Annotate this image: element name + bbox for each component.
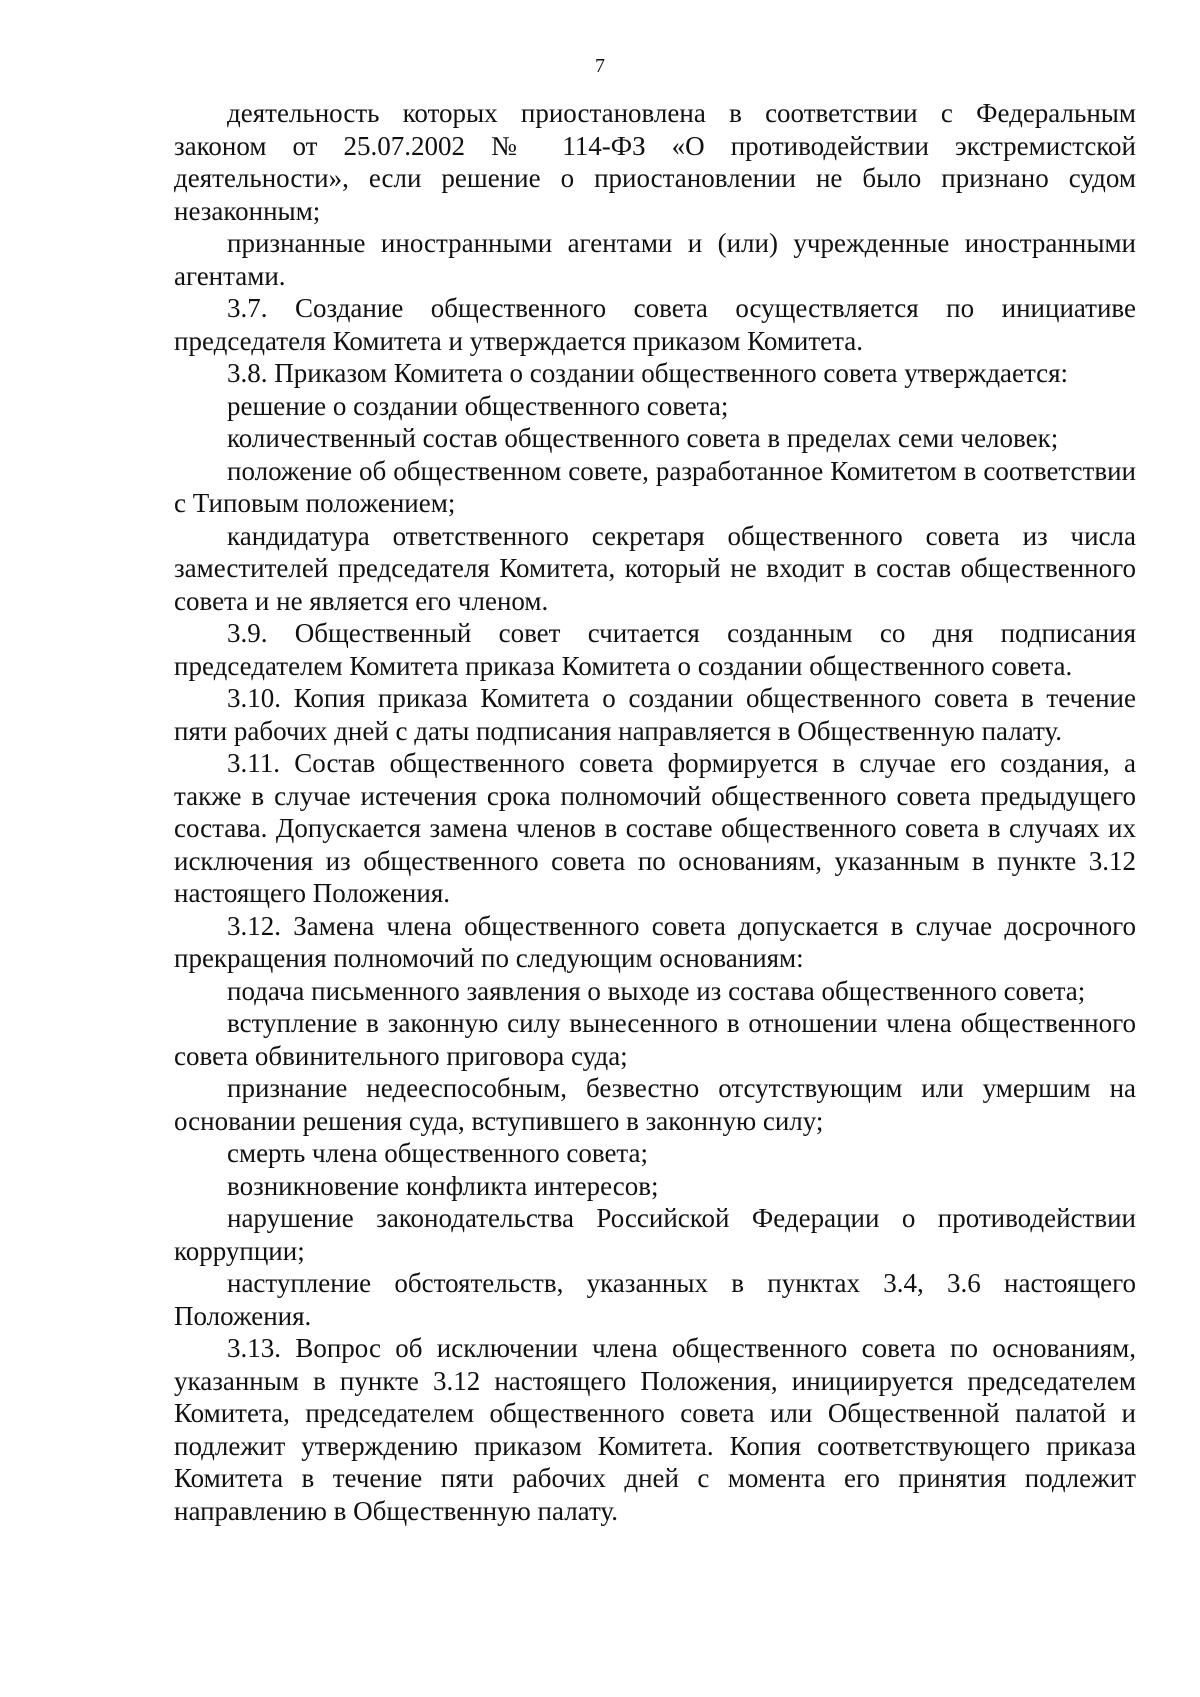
list-item-conviction: вступление в законную силу вынесенного в отношении члена общественного совета обвинительного приговора суда; (174, 1008, 1136, 1071)
paragraph-3-10: 3.10. Копия приказа Комитета о создании общественного совета в течение пяти рабочих дней с даты подписания направляется в Общественную палату. (174, 683, 1136, 746)
page-number: 7 (595, 55, 605, 77)
paragraph-3-13: 3.13. Вопрос об исключении члена общественного совета по основаниям, указанным в пункте 3.12 настоящего Положения, инициируется председателем Комитета, председателем общественного совета или Общественной палатой и подлежит утверждению приказом Комитета. Копия соответствующего приказа Комитета в течение пяти рабочих дней с момента его принятия подлежит направлению в Общественную палату. (174, 1333, 1136, 1526)
paragraph-3-12: 3.12. Замена члена общественного совета допускается в случае досрочного прекращения полномочий по следующим основаниям: (174, 910, 1136, 973)
list-item-decision: решение о создании общественного совета; (227, 390, 729, 421)
list-item-resignation: подача письменного заявления о выходе из состава общественного совета; (227, 975, 1086, 1006)
list-item-composition: количественный состав общественного совета в пределах семи человек; (227, 423, 1059, 453)
paragraph-extremist-activity: деятельность которых приостановлена в соответствии с Федеральным законом от 25.07.2002 № 114-ФЗ «О противодействии экстремистской деятельности», если решение о приостановлении не было признано судом незаконным; (174, 98, 1136, 226)
list-item-corruption: нарушение законодательства Российской Федерации о противодействии коррупции; (174, 1203, 1136, 1266)
paragraph-3-9: 3.9. Общественный совет считается созданным со дня подписания председателем Комитета приказа Комитета о создании общественного совета. (174, 618, 1136, 681)
paragraph-3-8: 3.8. Приказом Комитета о создании общественного совета утверждается: (227, 358, 1069, 388)
list-item-incapacity: признание недееспособным, безвестно отсутствующим или умершим на основании решения суда, вступившего в законную силу; (174, 1073, 1136, 1136)
paragraph-3-7: 3.7. Создание общественного совета осуществляется по инициативе председателя Комитета и утверждается приказом Комитета. (174, 293, 1136, 356)
list-item-death: смерть члена общественного совета; (227, 1138, 649, 1168)
list-item-secretary: кандидатура ответственного секретаря общественного совета из числа заместителей председателя Комитета, который не входит в состав общественного совета и не является его членом. (174, 520, 1136, 616)
list-item-conflict-of-interest: возникновение конфликта интересов; (227, 1170, 659, 1201)
paragraph-3-11: 3.11. Состав общественного совета формируется в случае его создания, а также в случае истечения срока полномочий общественного совета предыдущего состава. Допускается замена членов в составе общественного совета в случаях их исключения из общественного совета по основаниям, указанным в пункте 3.12 настоящего Положения. (174, 748, 1136, 908)
document-body (174, 97, 1136, 1527)
paragraph-foreign-agents: признанные иностранными агентами и (или) учрежденные иностранными агентами. (174, 228, 1136, 291)
list-item-regulation: положение об общественном совете, разработанное Комитетом в соответствии с Типовым положением; (174, 455, 1136, 518)
list-item-circumstances: наступление обстоятельств, указанных в пунктах 3.4, 3.6 настоящего Положения. (174, 1268, 1136, 1331)
